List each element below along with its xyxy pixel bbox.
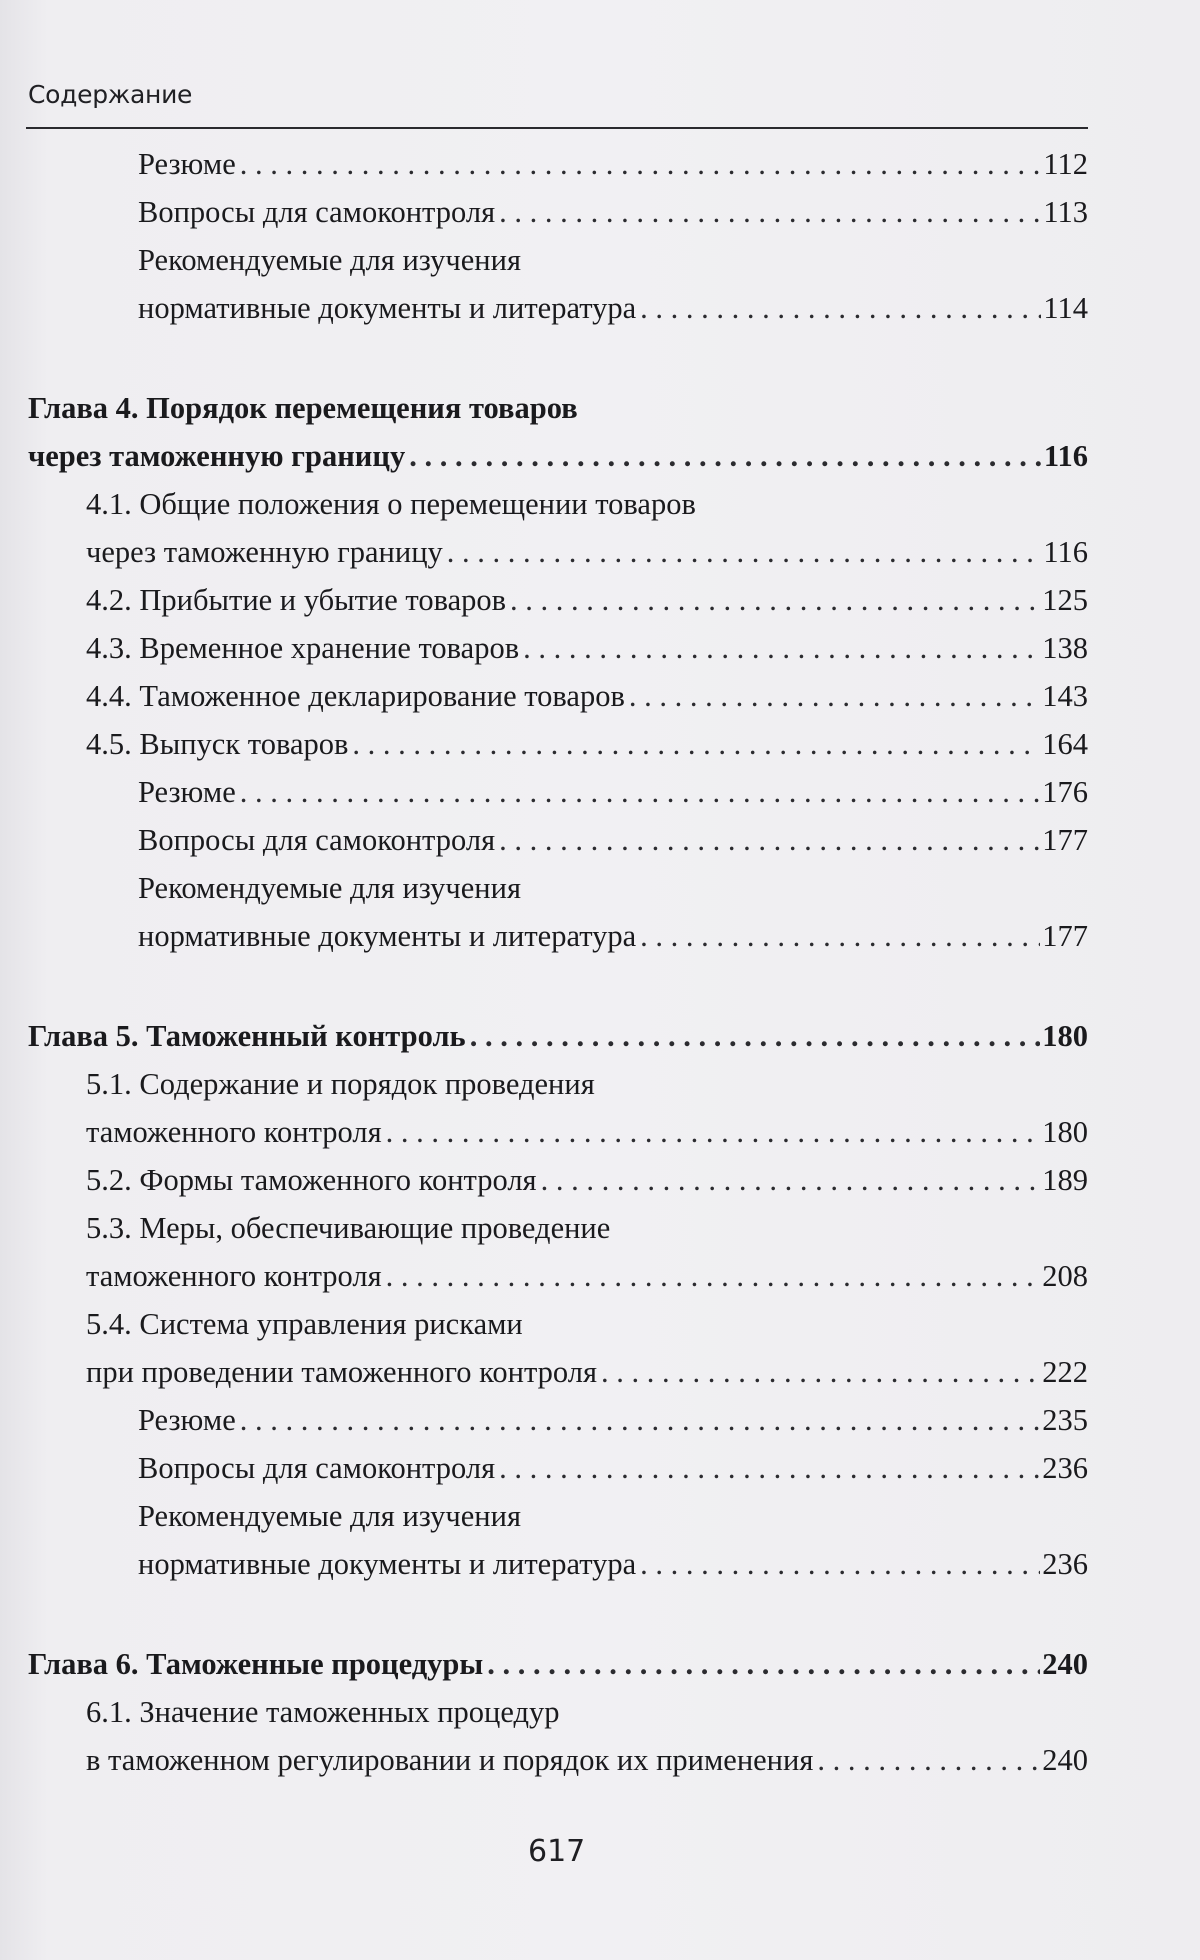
dot-leader (240, 142, 1042, 186)
dot-leader (817, 1738, 1040, 1782)
dot-leader (240, 770, 1041, 814)
toc-chapter-entry (28, 1014, 1088, 1058)
toc-entry-page-number: 236 (1042, 1451, 1088, 1485)
toc-entry-label: через таможенную границу (28, 439, 406, 473)
dot-leader (447, 530, 1042, 574)
dot-leader (240, 1398, 1041, 1442)
toc-subsection-entry (138, 142, 1088, 186)
toc-entry-page-number: 208 (1042, 1259, 1088, 1293)
toc-entry-label: Вопросы для самоконтроля (138, 195, 496, 229)
toc-entry-page-number: 180 (1042, 1019, 1088, 1053)
toc-subsection-entry (138, 866, 525, 910)
toc-subsection-entry (138, 914, 1088, 958)
toc-entry-page-number: 177 (1042, 823, 1088, 857)
toc-subsection-entry (138, 770, 1088, 814)
toc-entry-page-number: 236 (1042, 1547, 1088, 1581)
dot-leader (499, 190, 1041, 234)
toc-entry-page-number: 112 (1043, 147, 1088, 181)
toc-section-entry (86, 1110, 1088, 1154)
toc-entry-page-number: 222 (1042, 1355, 1088, 1389)
toc-entry-page-number: 240 (1042, 1647, 1088, 1681)
toc-chapter-entry (28, 386, 582, 430)
toc-entry-label: Резюме (138, 147, 236, 181)
toc-entry-label: 6.1. Значение таможенных процедур (86, 1695, 560, 1729)
toc-entry-label: 4.2. Прибытие и убытие товаров (86, 583, 507, 617)
toc-section-entry (86, 530, 1088, 574)
dot-leader (629, 674, 1040, 718)
toc-entry-page-number: 113 (1043, 195, 1088, 229)
toc-entry-label: Вопросы для самоконтроля (138, 823, 496, 857)
toc-section-entry (86, 1302, 527, 1346)
toc-entry-page-number: 125 (1042, 583, 1088, 617)
toc-section-entry (86, 1206, 614, 1250)
dot-leader (499, 818, 1040, 862)
toc-entry-label: 4.3. Временное хранение товаров (86, 631, 520, 665)
toc-entry-label: через таможенную границу (86, 535, 443, 569)
running-header: Содержание (28, 80, 193, 109)
toc-entry-label: 5.3. Меры, обеспечивающие проведение (86, 1211, 611, 1245)
toc-entry-label: нормативные документы и литература (138, 1547, 637, 1581)
toc-chapter-entry (28, 434, 1088, 478)
dot-leader (640, 914, 1040, 958)
toc-section-entry (86, 1158, 1088, 1202)
toc-entry-page-number: 143 (1042, 679, 1088, 713)
toc-entry-page-number: 114 (1043, 291, 1088, 325)
dot-leader (523, 626, 1040, 670)
dot-leader (352, 722, 1040, 766)
toc-subsection-entry (138, 818, 1088, 862)
toc-entry-page-number: 116 (1043, 535, 1088, 569)
dot-leader (510, 578, 1040, 622)
toc-entry-page-number: 176 (1042, 775, 1088, 809)
toc-entry-page-number: 177 (1042, 919, 1088, 953)
toc-entry-label: Резюме (138, 1403, 236, 1437)
toc-entry-label: при проведении таможенного контроля (86, 1355, 597, 1389)
toc-section-entry (86, 1738, 1088, 1782)
dot-leader (640, 1542, 1040, 1586)
toc-entry-page-number: 240 (1042, 1743, 1088, 1777)
toc-entry-label: Рекомендуемые для изучения (138, 1499, 521, 1533)
toc-section-entry (86, 1350, 1088, 1394)
toc-entry-label: нормативные документы и литература (138, 291, 637, 325)
toc-entry-label: Глава 4. Порядок перемещения товаров (28, 391, 578, 425)
toc-entry-page-number: 180 (1042, 1115, 1088, 1149)
toc-subsection-entry (138, 238, 525, 282)
toc-entry-page-number: 189 (1042, 1163, 1088, 1197)
toc-section-entry (86, 1062, 599, 1106)
dot-leader (409, 434, 1042, 478)
dot-leader (640, 286, 1041, 330)
toc-entry-label: таможенного контроля (86, 1115, 382, 1149)
toc-subsection-entry (138, 1542, 1088, 1586)
toc-entry-page-number: 235 (1042, 1403, 1088, 1437)
toc-entry-label: 4.5. Выпуск товаров (86, 727, 349, 761)
toc-subsection-entry (138, 1446, 1088, 1490)
toc-section-entry (86, 722, 1088, 766)
dot-leader (386, 1110, 1041, 1154)
toc-entry-label: Рекомендуемые для изучения (138, 871, 521, 905)
toc-section-entry (86, 626, 1088, 670)
dot-leader (541, 1158, 1041, 1202)
dot-leader (470, 1014, 1041, 1058)
toc-entry-label: Глава 5. Таможенный контроль (28, 1019, 466, 1053)
toc-subsection-entry (138, 1494, 525, 1538)
toc-chapter-entry (28, 1642, 1088, 1686)
toc-section-entry (86, 578, 1088, 622)
toc-entry-page-number: 138 (1042, 631, 1088, 665)
dot-leader (487, 1642, 1040, 1686)
toc-entry-label: 4.4. Таможенное декларирование товаров (86, 679, 625, 713)
dot-leader (601, 1350, 1040, 1394)
toc-entry-label: таможенного контроля (86, 1259, 382, 1293)
toc-section-entry (86, 482, 700, 526)
toc-subsection-entry (138, 1398, 1088, 1442)
dot-leader (499, 1446, 1040, 1490)
toc-entry-label: 5.4. Система управления рисками (86, 1307, 523, 1341)
page-number: 617 (528, 1834, 586, 1869)
toc-entry-page-number: 164 (1042, 727, 1088, 761)
toc-entry-label: 5.2. Формы таможенного контроля (86, 1163, 537, 1197)
toc-section-entry (86, 674, 1088, 718)
toc-subsection-entry (138, 286, 1088, 330)
dot-leader (386, 1254, 1041, 1298)
toc-entry-page-number: 116 (1043, 439, 1088, 473)
toc-entry-label: Вопросы для самоконтроля (138, 1451, 496, 1485)
toc-entry-label: Рекомендуемые для изучения (138, 243, 521, 277)
toc-entry-label: Резюме (138, 775, 236, 809)
toc-section-entry (86, 1690, 564, 1734)
toc-entry-label: 5.1. Содержание и порядок проведения (86, 1067, 595, 1101)
toc-entry-label: нормативные документы и литература (138, 919, 637, 953)
toc-entry-label: в таможенном регулировании и порядок их применения (86, 1743, 814, 1777)
toc-section-entry (86, 1254, 1088, 1298)
toc-subsection-entry (138, 190, 1088, 234)
toc-entry-label: Глава 6. Таможенные процедуры (28, 1647, 484, 1681)
toc-entry-label: 4.1. Общие положения о перемещении товаров (86, 487, 696, 521)
